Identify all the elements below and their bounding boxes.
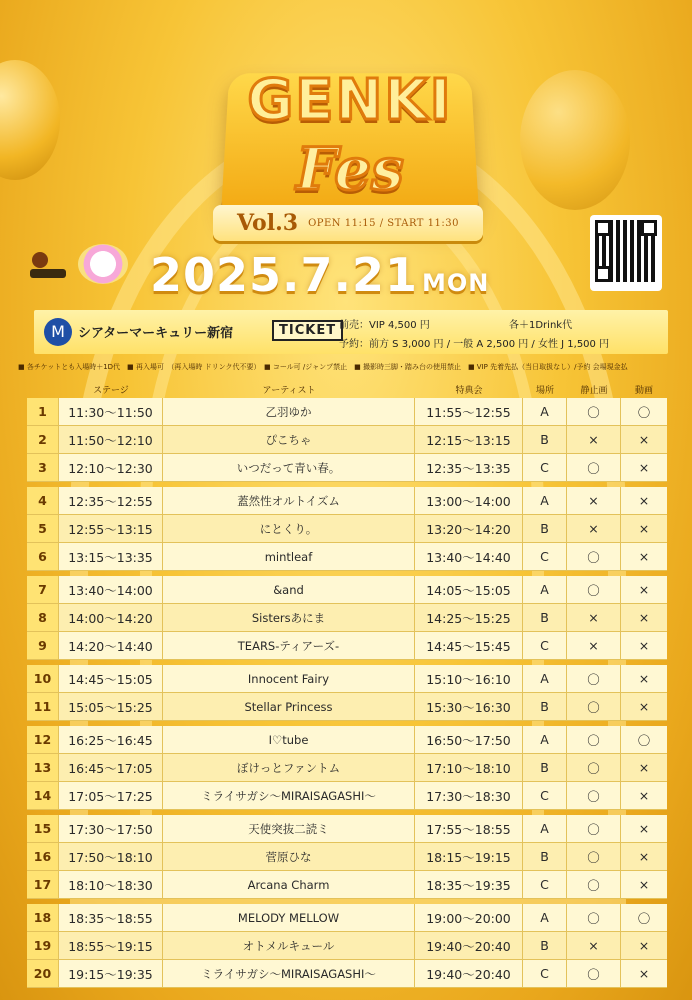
- still-photo-allowed: 〇: [567, 754, 621, 781]
- table-row: [27, 632, 667, 660]
- artist-name: mintleaf: [163, 543, 415, 570]
- volume-label: Vol.3: [237, 210, 299, 236]
- table-row: [27, 871, 667, 899]
- still-photo-allowed: 〇: [567, 815, 621, 842]
- still-photo-allowed: ×: [567, 932, 621, 959]
- row-number: 12: [27, 726, 59, 753]
- tokutenkai-place: A: [523, 576, 567, 603]
- table-row: [27, 782, 667, 810]
- rules-text: ■ 各チケットとも入場時＋1D代 ■ 再入場可 （再入場時 ドリンク代不要） ■ コール可 /ジャンプ禁止 ■ 撮影時三脚・踏み台の使用禁止 ■ VIP 先着先払（当日取扱なし）/予約 会場現金払: [18, 363, 628, 371]
- row-number: 7: [27, 576, 59, 603]
- still-photo-allowed: 〇: [567, 576, 621, 603]
- artist-name: &and: [163, 576, 415, 603]
- presale-price: 前売：VIP 4,500 円: [339, 320, 430, 331]
- stage-time: 14:20～14:40: [59, 632, 163, 659]
- tokutenkai-place: B: [523, 932, 567, 959]
- artist-name: MELODY MELLOW: [163, 904, 415, 931]
- artist-name: ミライサガシ～MIRAISAGASHI～: [163, 782, 415, 809]
- still-photo-allowed: 〇: [567, 454, 621, 481]
- video-allowed: ×: [638, 966, 650, 981]
- tokutenkai-time: 17:10～18:10: [415, 754, 523, 781]
- tokutenkai-place: C: [523, 782, 567, 809]
- table-row: [27, 487, 667, 515]
- table-row: [27, 815, 667, 843]
- stage-time: 18:55～19:15: [59, 932, 163, 959]
- stage-time: 17:05～17:25: [59, 782, 163, 809]
- stage-time: 11:50～12:10: [59, 426, 163, 453]
- stage-time: 18:10～18:30: [59, 871, 163, 898]
- open-start-time: OPEN 11:15 / START 11:30: [308, 217, 459, 229]
- still-photo-allowed: 〇: [567, 398, 621, 425]
- video-allowed: 〇: [637, 732, 651, 748]
- balloon-decoration: [520, 70, 630, 210]
- row-number: 15: [27, 815, 59, 842]
- table-row: [27, 960, 667, 988]
- qr-corner: [595, 220, 611, 236]
- table-row: [27, 932, 667, 960]
- stage-time: 16:25～16:45: [59, 726, 163, 753]
- stage-time: 16:45～17:05: [59, 754, 163, 781]
- video-allowed: ×: [638, 582, 650, 597]
- tokutenkai-time: 18:35～19:35: [415, 871, 523, 898]
- still-photo-allowed: 〇: [567, 782, 621, 809]
- tokutenkai-place: B: [523, 843, 567, 870]
- table-row: [27, 426, 667, 454]
- tokutenkai-place: A: [523, 487, 567, 514]
- tokutenkai-place: A: [523, 665, 567, 692]
- tokutenkai-place: B: [523, 693, 567, 720]
- video-allowed: ×: [638, 432, 650, 447]
- qr-code[interactable]: [590, 215, 662, 291]
- artist-name: 乙羽ゆか: [163, 398, 415, 425]
- table-row: [27, 693, 667, 721]
- video-allowed: ×: [638, 671, 650, 686]
- tokutenkai-place: B: [523, 754, 567, 781]
- video-allowed: ×: [638, 521, 650, 536]
- logo-fes: Fes: [296, 135, 404, 203]
- tokutenkai-time: 13:40～14:40: [415, 543, 523, 570]
- tokutenkai-place: A: [523, 815, 567, 842]
- artist-name: Stellar Princess: [163, 693, 415, 720]
- vol-banner: [213, 205, 483, 241]
- timetable-group: [27, 398, 667, 482]
- table-row: [27, 398, 667, 426]
- stage-time: 12:10～12:30: [59, 454, 163, 481]
- row-number: 13: [27, 754, 59, 781]
- timetable: [27, 380, 667, 993]
- timetable-group: [27, 815, 667, 899]
- tokutenkai-time: 17:55～18:55: [415, 815, 523, 842]
- stage-time: 13:40～14:00: [59, 576, 163, 603]
- still-photo-allowed: 〇: [567, 726, 621, 753]
- tokutenkai-time: 13:20～14:20: [415, 515, 523, 542]
- balloon-decoration: [0, 60, 60, 180]
- tokutenkai-place: A: [523, 726, 567, 753]
- event-date: [150, 248, 570, 302]
- stage-time: 11:30～11:50: [59, 398, 163, 425]
- artist-name: Arcana Charm: [163, 871, 415, 898]
- header-artist: アーティスト: [262, 385, 316, 396]
- stage-time: 18:35～18:55: [59, 904, 163, 931]
- table-row: [27, 754, 667, 782]
- row-number: 2: [27, 426, 59, 453]
- still-photo-allowed: 〇: [567, 693, 621, 720]
- artist-name: ぼけっとファントム: [163, 754, 415, 781]
- still-photo-allowed: ×: [567, 515, 621, 542]
- artist-name: I♡tube: [163, 726, 415, 753]
- row-number: 20: [27, 960, 59, 987]
- video-allowed: 〇: [637, 910, 651, 926]
- timetable-group: [27, 487, 667, 571]
- table-row: [27, 576, 667, 604]
- video-allowed: ×: [638, 760, 650, 775]
- day-of-week: MON: [422, 269, 490, 297]
- row-number: 4: [27, 487, 59, 514]
- video-allowed: ×: [638, 638, 650, 653]
- tokutenkai-time: 18:15～19:15: [415, 843, 523, 870]
- tokutenkai-time: 19:40～20:40: [415, 932, 523, 959]
- tokutenkai-time: 12:15～13:15: [415, 426, 523, 453]
- video-allowed: ×: [638, 821, 650, 836]
- logo-genki: GENKI: [247, 68, 453, 133]
- video-allowed: ×: [638, 938, 650, 953]
- ticket-label: TICKET: [272, 320, 343, 341]
- video-allowed: ×: [638, 610, 650, 625]
- still-photo-allowed: ×: [567, 426, 621, 453]
- stage-time: 12:55～13:15: [59, 515, 163, 542]
- stage-time: 13:15～13:35: [59, 543, 163, 570]
- row-number: 19: [27, 932, 59, 959]
- table-row: [27, 604, 667, 632]
- stage-time: 15:05～15:25: [59, 693, 163, 720]
- yk-logo: [78, 244, 128, 284]
- artist-name: Sistersあにま: [163, 604, 415, 631]
- artist-name: 天使突抜二読ミ: [163, 815, 415, 842]
- artist-name: 菅原ひな: [163, 843, 415, 870]
- header-place: 場所: [535, 385, 554, 396]
- artist-name: オトメルキュール: [163, 932, 415, 959]
- row-number: 17: [27, 871, 59, 898]
- still-photo-allowed: 〇: [567, 665, 621, 692]
- row-number: 10: [27, 665, 59, 692]
- tokutenkai-place: A: [523, 398, 567, 425]
- table-row: [27, 665, 667, 693]
- stage-time: 12:35～12:55: [59, 487, 163, 514]
- header-tokutenkai: 特典会: [455, 385, 483, 396]
- ticket-info-bar: [34, 310, 668, 354]
- tokutenkai-place: C: [523, 960, 567, 987]
- still-photo-allowed: 〇: [567, 960, 621, 987]
- tokutenkai-place: B: [523, 515, 567, 542]
- tokutenkai-time: 16:50～17:50: [415, 726, 523, 753]
- qr-corner: [641, 220, 657, 236]
- table-row: [27, 454, 667, 482]
- reservation-price: 予約：前方 S 3,000 円 / 一般 A 2,500 円 / 女性 J 1,500 円: [339, 339, 610, 350]
- tokutenkai-time: 14:25～15:25: [415, 604, 523, 631]
- timetable-group: [27, 726, 667, 810]
- still-photo-allowed: ×: [567, 487, 621, 514]
- table-row: [27, 543, 667, 571]
- artist-name: にとくり。: [163, 515, 415, 542]
- artist-name: ぴこちゃ: [163, 426, 415, 453]
- tokutenkai-time: 12:35～13:35: [415, 454, 523, 481]
- tokutenkai-place: C: [523, 871, 567, 898]
- table-row: [27, 904, 667, 932]
- tokutenkai-time: 13:00～14:00: [415, 487, 523, 514]
- artist-name: ミライサガシ～MIRAISAGASHI～: [163, 960, 415, 987]
- row-number: 3: [27, 454, 59, 481]
- stage-time: 17:30～17:50: [59, 815, 163, 842]
- video-allowed: ×: [638, 460, 650, 475]
- tokutenkai-place: B: [523, 426, 567, 453]
- still-photo-allowed: 〇: [567, 543, 621, 570]
- artist-name: Innocent Fairy: [163, 665, 415, 692]
- still-photo-allowed: 〇: [567, 843, 621, 870]
- stage-time: 17:50～18:10: [59, 843, 163, 870]
- tokutenkai-place: A: [523, 904, 567, 931]
- tokutenkai-time: 15:30～16:30: [415, 693, 523, 720]
- video-allowed: ×: [638, 788, 650, 803]
- row-number: 16: [27, 843, 59, 870]
- artist-name: 蓋然性オルトイズム: [163, 487, 415, 514]
- row-number: 18: [27, 904, 59, 931]
- tokutenkai-time: 17:30～18:30: [415, 782, 523, 809]
- table-body: [27, 398, 667, 988]
- timetable-group: [27, 665, 667, 721]
- tokutenkai-time: 14:45～15:45: [415, 632, 523, 659]
- tokutenkai-time: 11:55～12:55: [415, 398, 523, 425]
- timetable-group: [27, 576, 667, 660]
- table-row: [27, 843, 667, 871]
- row-number: 8: [27, 604, 59, 631]
- timetable-group: [27, 904, 667, 988]
- table-header: [27, 380, 667, 398]
- row-number: 6: [27, 543, 59, 570]
- row-number: 9: [27, 632, 59, 659]
- table-row: [27, 726, 667, 754]
- tokutenkai-place: C: [523, 632, 567, 659]
- artist-name: いつだって青い春。: [163, 454, 415, 481]
- row-number: 1: [27, 398, 59, 425]
- video-allowed: ×: [638, 549, 650, 564]
- stage-time: 14:45～15:05: [59, 665, 163, 692]
- header-stage: ステージ: [93, 385, 129, 396]
- tokutenkai-time: 14:05～15:05: [415, 576, 523, 603]
- venue-name: シアターマーキュリー新宿: [78, 326, 234, 341]
- row-number: 5: [27, 515, 59, 542]
- still-photo-allowed: ×: [567, 632, 621, 659]
- lopi-topi-logo: [28, 250, 68, 280]
- still-photo-allowed: 〇: [567, 904, 621, 931]
- still-photo-allowed: 〇: [567, 871, 621, 898]
- table-row: [27, 515, 667, 543]
- video-allowed: ×: [638, 699, 650, 714]
- tokutenkai-place: C: [523, 454, 567, 481]
- qr-corner: [595, 266, 611, 282]
- stage-time: 19:15～19:35: [59, 960, 163, 987]
- date-text: 2025.7.21: [150, 248, 418, 302]
- tokutenkai-place: C: [523, 543, 567, 570]
- header-video: 動画: [634, 385, 653, 396]
- still-photo-allowed: ×: [567, 604, 621, 631]
- tokutenkai-time: 19:00～20:00: [415, 904, 523, 931]
- video-allowed: ×: [638, 849, 650, 864]
- video-allowed: ×: [638, 493, 650, 508]
- tokutenkai-place: B: [523, 604, 567, 631]
- venue-logo-icon: M: [44, 318, 72, 346]
- tokutenkai-time: 15:10～16:10: [415, 665, 523, 692]
- video-allowed: 〇: [637, 404, 651, 420]
- tokutenkai-time: 19:40～20:40: [415, 960, 523, 987]
- row-number: 11: [27, 693, 59, 720]
- header-still: 静止画: [580, 385, 608, 396]
- row-number: 14: [27, 782, 59, 809]
- stage-time: 14:00～14:20: [59, 604, 163, 631]
- video-allowed: ×: [638, 877, 650, 892]
- drink-fee: 各＋1Drink代: [509, 320, 573, 331]
- artist-name: TEARS-ティアーズ-: [163, 632, 415, 659]
